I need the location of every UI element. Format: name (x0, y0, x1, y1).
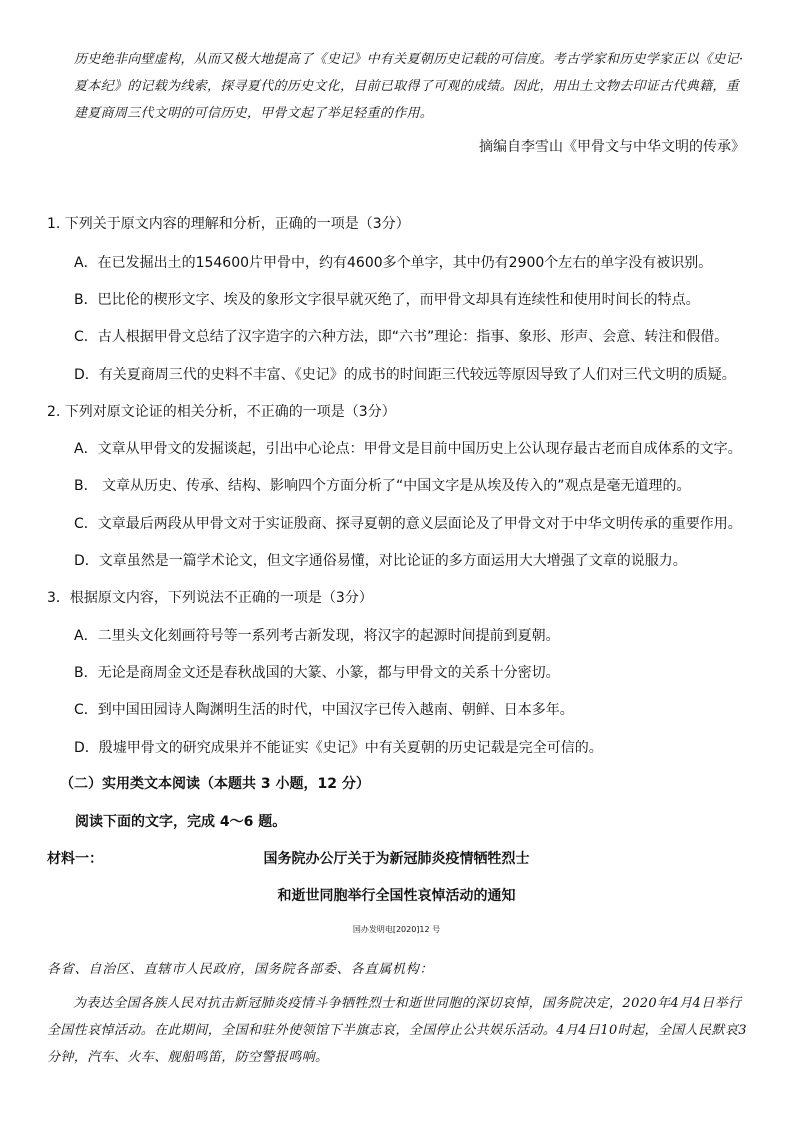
question-3-option-b: B．无论是商周金文还是春秋战国的大篆、小篆，都与甲骨文的关系十分密切。 (74, 665, 560, 681)
question-1-option-a: A．在已发掘出土的154600片甲骨中，约有4600多个单字，其中仍有2900个左右的单字没有被识别。 (74, 255, 713, 271)
document-number: 国办发明电[2020]12 号 (352, 925, 441, 934)
notice-addressees: 各省、自治区、直辖市人民政府，国务院各部委、各直属机构： (47, 962, 434, 977)
question-2-option-c: C．文章最后两段从甲骨文对于实证殷商、探寻夏朝的意义层面论及了甲骨文对于中华文明传承的重要作用。 (74, 516, 742, 532)
notice-title-line-1: 国务院办公厅关于为新冠肺炎疫情牺牲烈士 (263, 851, 530, 867)
notice-body-paragraph: 为表达全国各族人民对抗击新冠肺炎疫情斗争牺牲烈士和逝世同胞的深切哀悼，国务院决定，2020年4月4日举行全国性哀悼活动。在此期间，全国和驻外使领馆下半旗志哀，全国停止公共娱乐活动。4月4日10时起，全国人民默哀3分钟，汽车、火车、舰船鸣笛，防空警报鸣响。 (47, 996, 747, 1065)
question-3-option-a: A．二里头文化刻画符号等一系列考古新发现，将汉字的起源时间提前到夏朝。 (74, 628, 560, 644)
question-3-option-c: C．到中国田园诗人陶渊明生活的时代，中国汉字已传入越南、朝鲜、日本多年。 (74, 702, 574, 718)
notice-title-line-2: 和逝世同胞举行全国性哀悼活动的通知 (277, 888, 516, 904)
question-2-option-b: B． 文章从历史、传承、结构、影响四个方面分析了“中国文字是从埃及传入的”观点是毫无道理的。 (74, 478, 691, 494)
section-heading: （二）实用类文本阅读（本题共 3 小题，12 分） (60, 776, 370, 792)
question-1-option-d: D．有关夏商周三代的史料不丰富、《史记》的成书的时间距三代较远等原因导致了人们对三代文明的质疑。 (74, 367, 736, 383)
reading-instruction: 阅读下面的文字，完成 4～6 题。 (75, 814, 287, 830)
intro-paragraph: 历史绝非向壁虚构，从而又极大地提高了《史记》中有关夏朝历史记载的可信度。考古学家和历史学家正以《史记·夏本纪》的记载为线索，探寻夏代的历史文化，目前已取得了可观的成绩。因此，用出土文物去印证古代典籍，重建夏商周三代文明的可信历史，甲骨文起了举足轻重的作用。 (74, 52, 744, 121)
question-2-stem: 2. 下列对原文论证的相关分析，不正确的一项是（3分） (47, 404, 396, 420)
question-1-option-b: B．巴比伦的楔形文字、埃及的象形文字很早就灭绝了，而甲骨文却具有连续性和使用时间长的特点。 (74, 292, 700, 308)
question-1-stem: 1. 下列关于原文内容的理解和分析，正确的一项是（3分） (47, 216, 410, 232)
question-2-option-d: D．文章虽然是一篇学术论文，但文字通俗易懂，对比论证的多方面运用大大增强了文章的说服力。 (74, 553, 687, 569)
question-3-stem: 3．根据原文内容，下列说法不正确的一项是（3分） (47, 590, 373, 606)
question-2-option-a: A．文章从甲骨文的发掘谈起，引出中心论点：甲骨文是目前中国历史上公认现存最古老而自成体系的文字。 (74, 441, 742, 457)
source-attribution: 摘编自李雪山《甲骨文与中华文明的传承》 (479, 139, 745, 155)
question-1-option-c: C．古人根据甲骨文总结了汉字造字的六种方法，即“六书”理论：指事、象形、形声、会意、转注和假借。 (74, 329, 729, 345)
question-3-option-d: D．殷墟甲骨文的研究成果并不能证实《史记》中有关夏朝的历史记载是完全可信的。 (74, 740, 603, 756)
material-label: 材料一： (47, 851, 103, 867)
